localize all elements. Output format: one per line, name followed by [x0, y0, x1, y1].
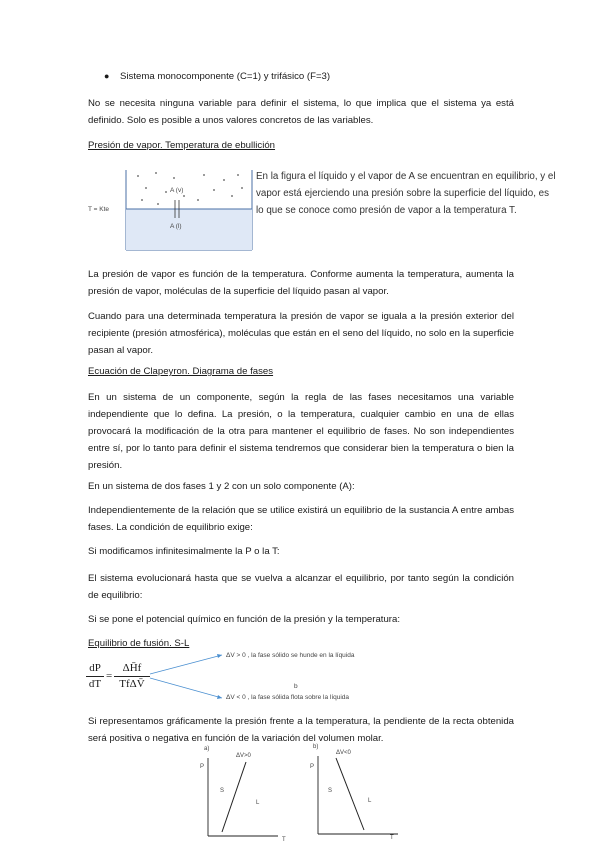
paragraph-one-component: En un sistema de un componente, según la regla de las fases necesitamos una variable independiente que lo defina. La presión, o la temperatura, cualquier cambio en una de ellas provocará la modificación de la otra para mantener el equilibrio de fases. No son independientes entre sí, por lo tanto para definir el sistema tendremos que considerar bien la temperatura o bien la presión. [88, 392, 514, 471]
eq-delta-h: ΔH̄f [122, 662, 142, 674]
eq-dt: dT [88, 678, 102, 690]
arrow-label-positive: ΔV > 0 , la fase sólido se hunde en la líquida [226, 652, 355, 659]
graph-a-l: L [256, 800, 260, 806]
stray-letter-b: b [294, 683, 298, 690]
graph-a-tag: a) [204, 746, 210, 752]
heading-vapor-pressure: Presión de vapor. Temperatura de ebullición [88, 140, 276, 151]
paragraph-equilibrium-condition: Independientemente de la relación que se utilice existirá un equilibrio de la sustancia A entre ambas fases. La condición de equilibrio exige: [88, 505, 514, 533]
paragraph-graph: Si representamos gráficamente la presión frente a la temperatura, la pendiente de la recta obtenida será positiva o negativa en función de la variación del volumen molar. [88, 716, 514, 744]
paragraph-infinitesimal: Si modificamos infinitesimalmente la P o la T: [88, 546, 280, 557]
graph-b-t-axis: T [390, 835, 394, 841]
arrow-label-negative: ΔV < 0 , la fase sólida flota sobre la líquida [226, 694, 350, 701]
graph-b-s: S [328, 788, 333, 794]
graph-a-t-axis: T [282, 837, 286, 843]
vapor-container-figure [86, 166, 256, 256]
bullet-text: Sistema monocomponente (C=1) y trifásico (F=3) [120, 71, 331, 82]
graph-b-negative-slope [306, 748, 406, 848]
graph-a-p-axis: P [200, 764, 205, 770]
eq-tf-delta-v: TfΔV̄ [119, 678, 145, 690]
figure-label-temperature: T = Kte [88, 206, 110, 213]
paragraph-boiling: Cuando para una determinada temperatura la presión de vapor se iguala a la presión exterior del recipiente (presión atmosférica), moléculas que están en el seno del líquido, no solo en la superficie pasan al vapor. [88, 311, 514, 356]
paragraph-two-phases: En un sistema de dos fases 1 y 2 con un solo componente (A): [88, 481, 355, 492]
graph-a-top: ΔV>0 [236, 753, 251, 759]
graph-a-positive-slope [196, 748, 286, 848]
heading-clapeyron: Ecuación de Clapeyron. Diagrama de fases [88, 366, 274, 377]
paragraph-system-evolves: El sistema evolucionará hasta que se vuelva a alcanzar el equilibrio, por tanto según la condición de equilibrio: [88, 573, 514, 601]
eq-equals: = [106, 670, 113, 682]
equation-arrows [148, 650, 228, 702]
figure-side-text: En la figura el líquido y el vapor de A se encuentran en equilibrio, y el vapor está ejerciendo una presión sobre la superficie del líquido, es lo que se conoce como presión de vapor a la temperatura T. [256, 171, 556, 216]
paragraph-vapor-temperature: La presión de vapor es función de la temperatura. Conforme aumenta la temperatura, aumenta la presión de vapor, moléculas de la superficie del líquido pasan al vapor. [88, 269, 514, 297]
figure-label-liquid: A (l) [170, 223, 182, 230]
heading-fusion: Equilibrio de fusión. S-L [88, 638, 190, 649]
bullet-marker: ● [104, 71, 110, 81]
graph-a-s: S [220, 788, 225, 794]
graph-b-l: L [368, 798, 372, 804]
graph-b-top: ΔV<0 [336, 750, 351, 756]
eq-dp: dP [89, 662, 101, 674]
graph-b-tag: b) [313, 744, 319, 750]
figure-label-vapor: A (v) [170, 187, 184, 194]
intro-paragraph: No se necesita ninguna variable para definir el sistema, lo que implica que el sistema ya está definido. Solo es posible a unos valores concretos de las variables. [88, 98, 514, 126]
paragraph-chemical-potential: Si se pone el potencial químico en función de la presión y la temperatura: [88, 614, 400, 625]
graph-b-p-axis: P [310, 764, 315, 770]
